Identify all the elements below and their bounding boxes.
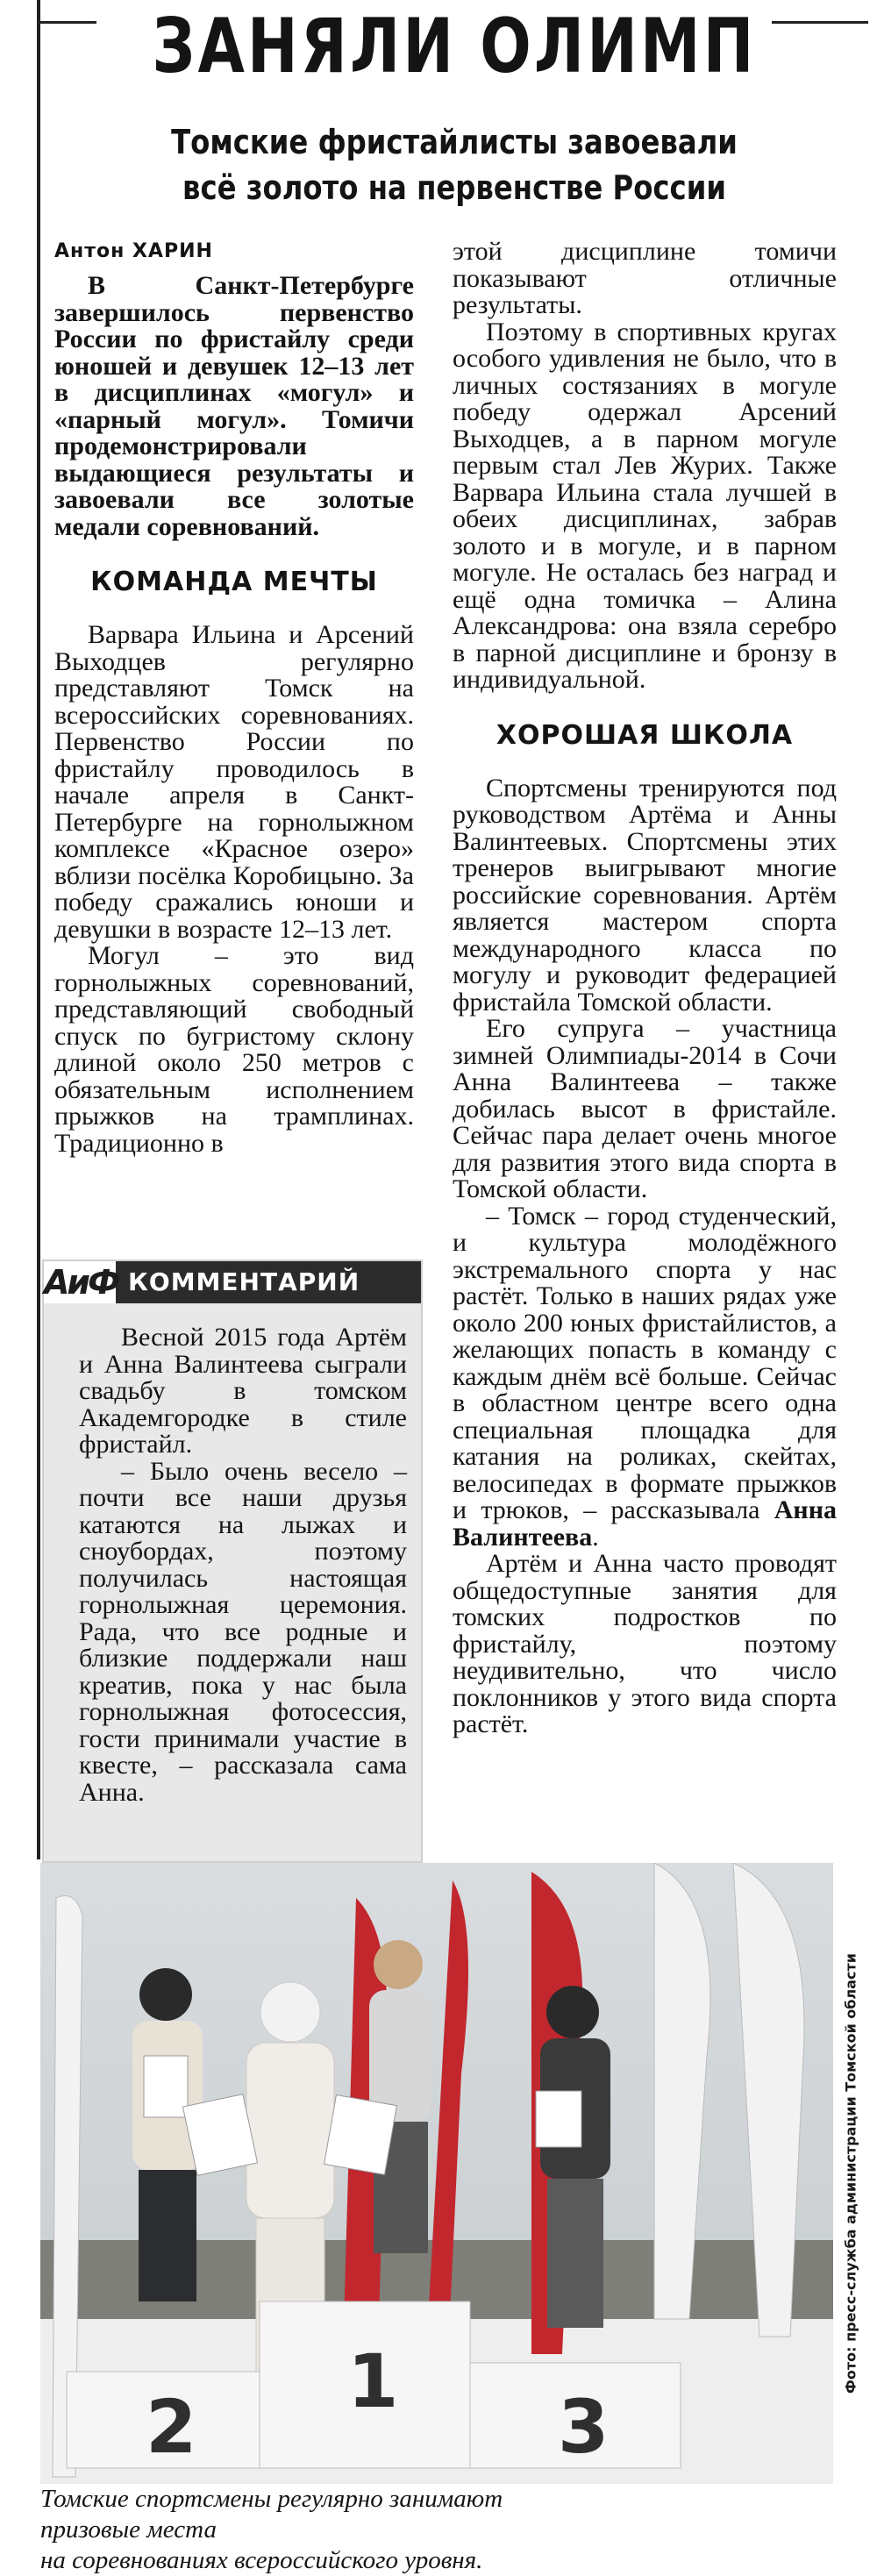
column-1	[54, 240, 414, 1157]
photo-credit	[835, 1863, 866, 2484]
title-rule-left	[40, 21, 96, 24]
photo-credit-text: Фото: пресс-служба администрации Томской области	[842, 1952, 859, 2394]
section-heading-good-school: ХОРОШАЯ ШКОЛА	[496, 719, 794, 751]
subhead	[113, 119, 796, 211]
paragraph: Артём и Анна часто проводят общедоступные занятия для томских подростков по фристайлу, поэтому неудивительно, что число поклонников у этого вида спорта растёт.	[453, 1549, 837, 1738]
paragraph: Его супруга – участница зимней Олимпиады-2014 в Сочи Анна Валинтеева – также добилась высот в фристайле. Сейчас пара делает очень многое для развития этого вида спорта в Томской области.	[453, 1014, 837, 1203]
paragraph: Поэтому в спортивных кругах особого удивления не было, что в личных состязаниях в могуле победу одержал Арсений Выходцев, а в парном могуле первым стал Лев Журих. Также Варвара Ильина стала лучшей в обеих дисциплинах, забрав золото и в могуле, и в парном могуле. Не осталась без наград и ещё одна томичка – Алина Александрова: она взяла серебро в парной дисциплине и бронзу в индивидуальной.	[453, 317, 837, 694]
caption-line-2: на соревнованиях всероссийского уровня.	[40, 2546, 483, 2574]
quote-end: .	[592, 1522, 599, 1552]
caption-line-1: Томские спортсмены регулярно занимают призовые места	[40, 2485, 503, 2544]
comment-header	[44, 1261, 421, 1303]
author-byline: Антон ХАРИН	[54, 240, 213, 262]
paragraph: Спортсмены тренируются под руководством Артёма и Анны Валинтеевых. Спортсмены этих тренеров выигрывают многие российские соревнования. Артём является мастером спорта международного класса по могулу и руководит федерацией фристайла Томской области.	[453, 773, 837, 1017]
paragraph: Варвара Ильина и Арсений Выходцев регулярно представляют Томск на всероссийских соревнованиях. Первенство России по фристайлу проводилось в начале апреля в Санкт-Петербурге на горнолыжном комплексе «Красное озеро» вблизи посёлка Коробицыно. За победу сражались юноши и девушки в возрасте 12–13 лет.	[54, 620, 414, 944]
column-2	[453, 239, 837, 1738]
comment-box	[42, 1259, 423, 1863]
quote-text: – Томск – город студенческий, и культура молодёжного экстремального спорта у нас растёт. Только в наших рядах уже около 200 юных фристайлистов, а желающих попасть в команду с каждым днём всё больше. Сейчас в областном центре всего одна специальная площадка для катания на роликах, скейтах, велосипедах в формате прыжков и трюков, – рассказывала	[453, 1201, 837, 1524]
subhead-line-2: всё золото на первенстве России	[182, 168, 726, 207]
comment-paragraph: – Было очень весело – почти все наши друзья катаются на лыжах и сноубордах, поэтому получилась настоящая горнолыжная церемония. Рада, что все родные и близкие поддержали наш креатив, пока у нас была горнолыжная фотосессия, гости принимали участие в квесте, – рассказала сама Анна.	[79, 1456, 407, 1807]
headline: ЗАНЯЛИ ОЛИМП	[152, 3, 757, 90]
photo-caption	[40, 2484, 567, 2576]
podium-number-3: 3	[558, 2384, 610, 2470]
section-heading-dream-team: КОМАНДА МЕЧТЫ	[90, 567, 378, 597]
paragraph-quote	[453, 1203, 837, 1552]
paragraph: этой дисциплине томичи показывают отличные результаты.	[453, 237, 837, 319]
podium-number-2: 2	[146, 2384, 197, 2470]
title-rule-right	[772, 21, 868, 24]
comment-body	[79, 1324, 407, 1806]
left-column-rule	[37, 0, 40, 1859]
podium-photo	[40, 1863, 833, 2484]
paragraph: Могул – это вид горнолыжных соревнований, представляющий свободный спуск по бугристому склону длиной около 250 метров с обязательным исполнением прыжков на трамплинах. Традиционно в	[54, 941, 414, 1158]
comment-paragraph: Весной 2015 года Артём и Анна Валинтеева сыграли свадьбу в томском Академгородке в стиле фристайл.	[79, 1323, 407, 1459]
speaker-name: Анна Валинтеева	[453, 1495, 837, 1552]
comment-title: КОММЕНТАРИЙ	[128, 1267, 360, 1296]
aif-logo: АиФ	[44, 1263, 118, 1302]
subhead-line-1: Томские фристайлисты завоевали	[171, 123, 738, 161]
lead-paragraph: В Санкт-Петербурге завершилось первенство России по фристайлу среди юношей и девушек 12–13 лет в дисциплинах «могул» и «парный могул». Томичи продемонстрировали выдающиеся результаты и завоевали все золотые медали соревнований.	[54, 271, 414, 541]
podium-number-1: 1	[347, 2338, 399, 2424]
